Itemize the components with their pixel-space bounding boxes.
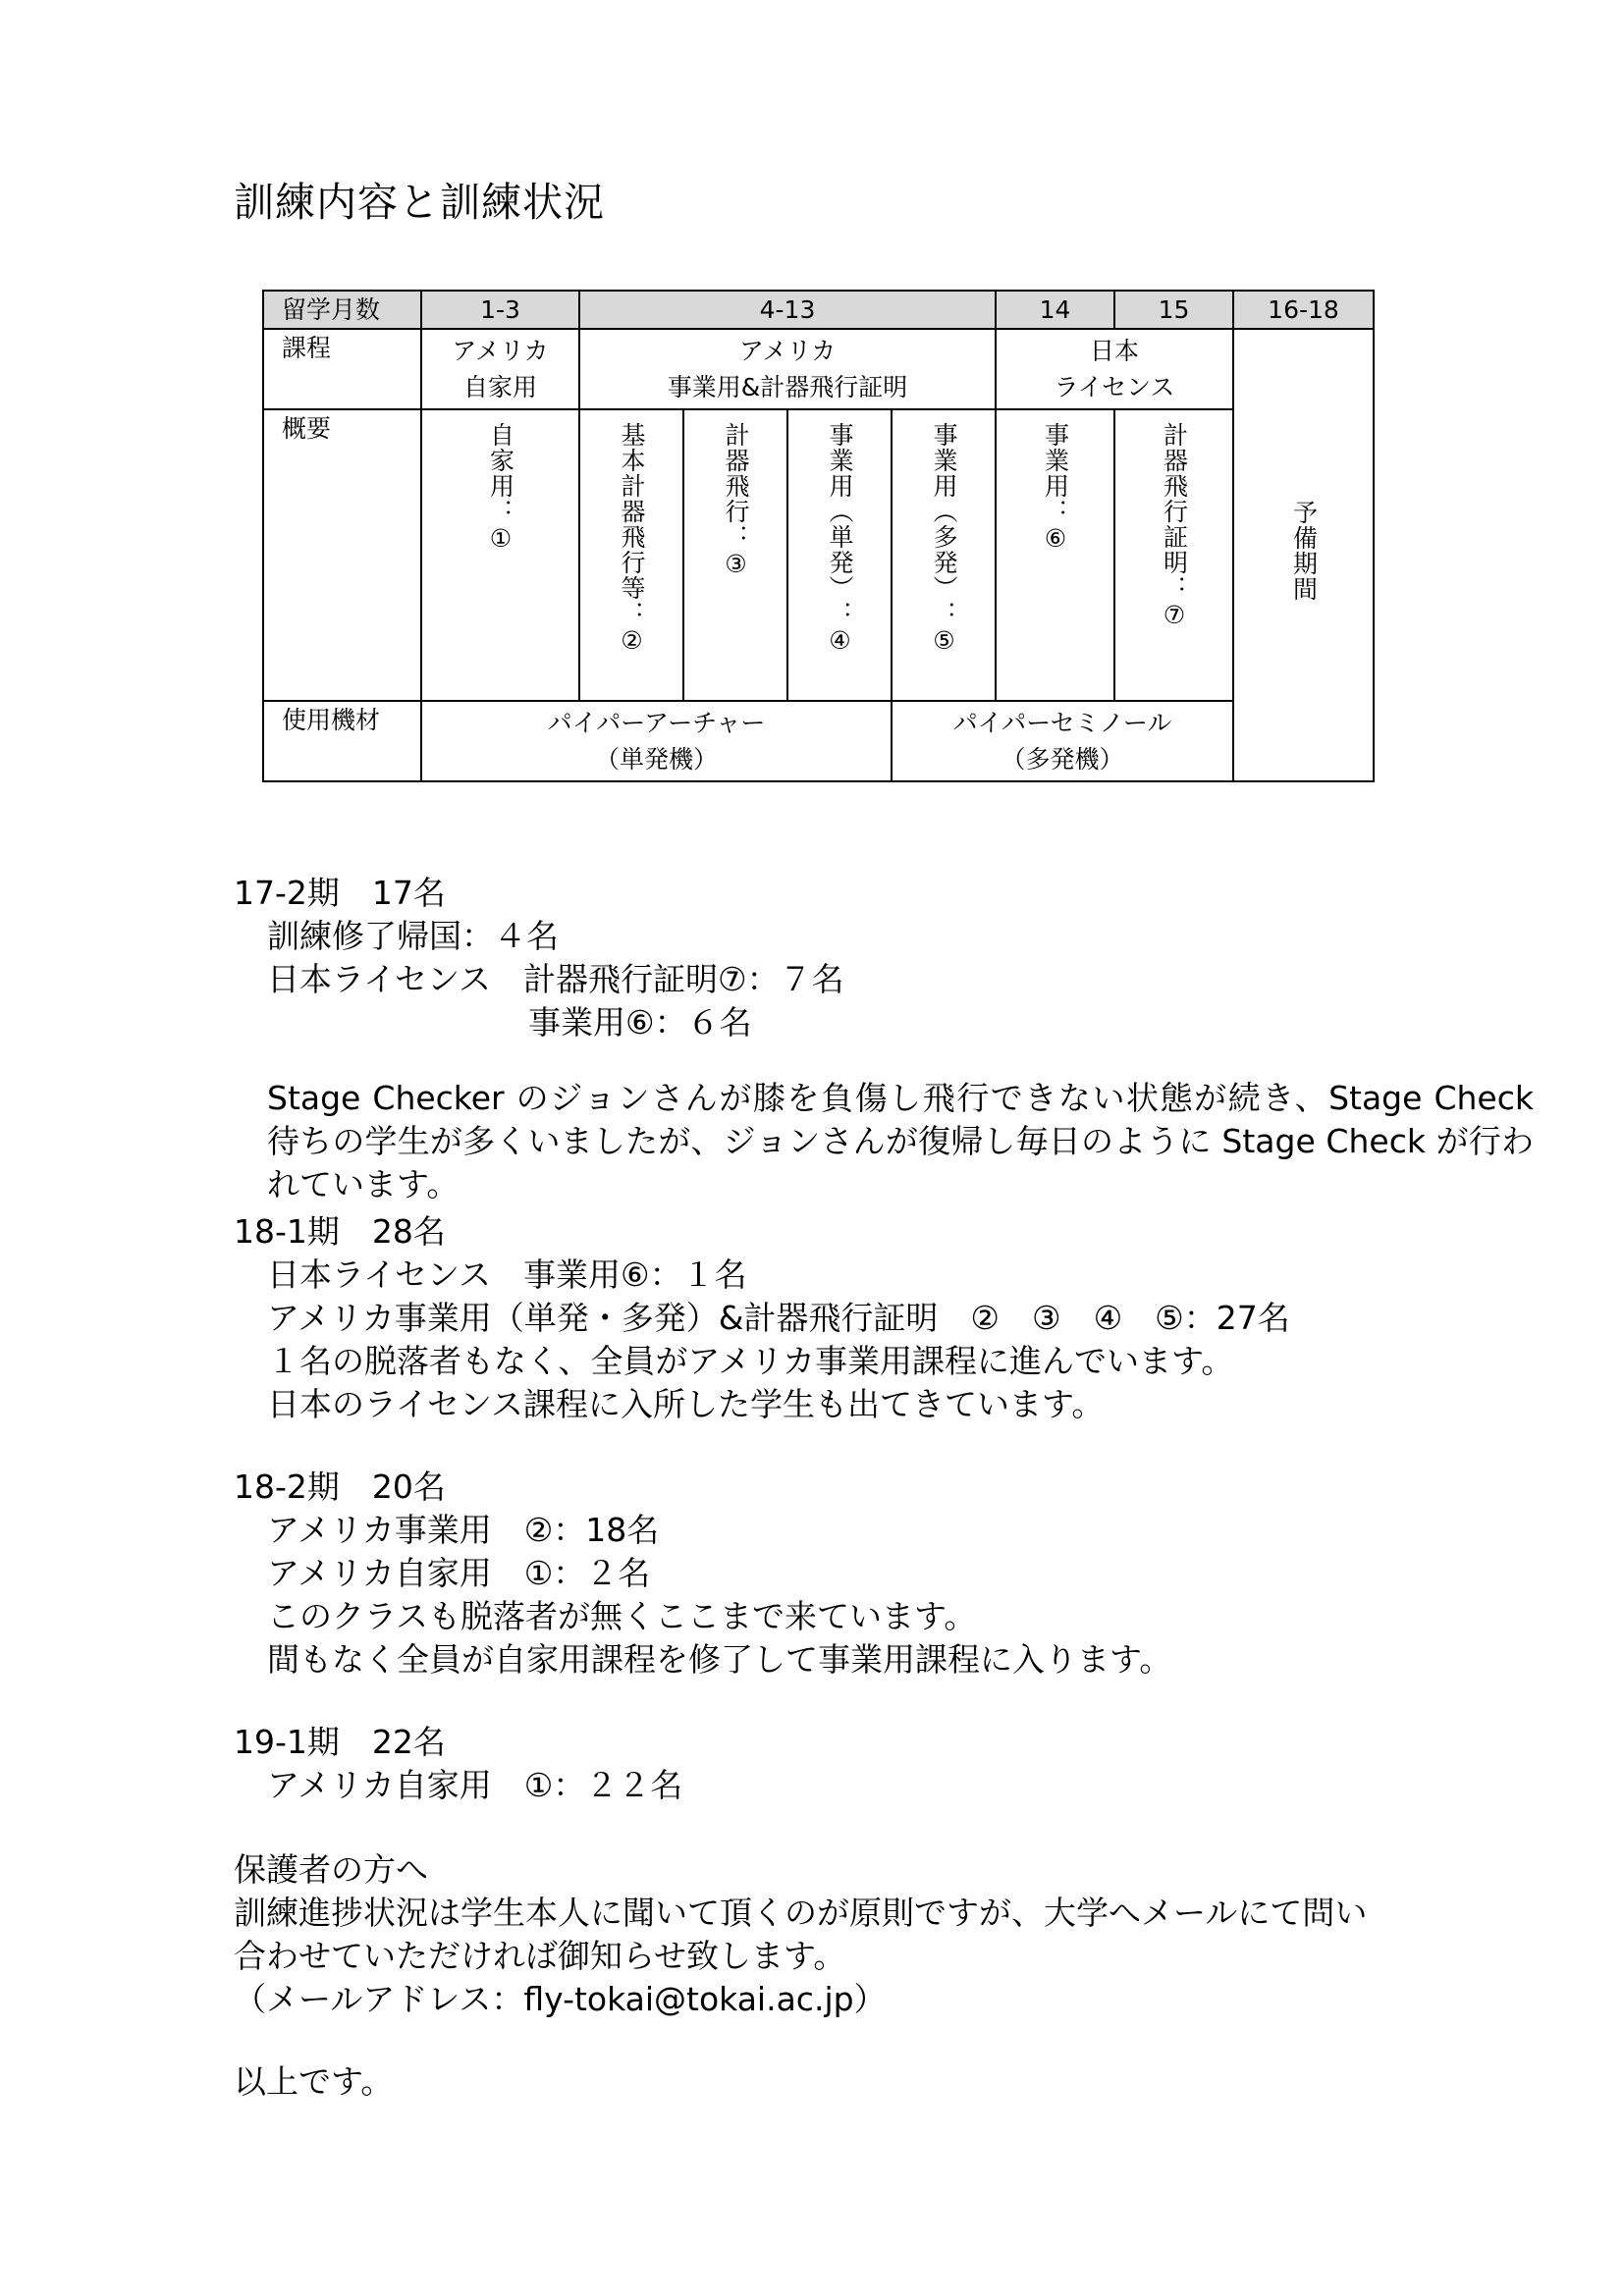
guardian-line: 合わせていただければ御知らせ致します。 [234,1937,846,1975]
overview-item [892,409,996,701]
course-usa-private [421,329,579,409]
overview-text-5: 事業用（多発）：⑤ [930,422,958,656]
overview-text-6: 事業用：⑥ [1041,422,1070,554]
course-japan-license [996,329,1233,409]
overview-text-3: 計器飛行：③ [722,422,750,579]
reserve-period-text: 予備期間 [1289,499,1319,602]
overview-item [579,409,683,701]
section-line: 日本ライセンス 計器飛行証明⑦：７名 [267,960,844,998]
course-usa-commercial [579,329,996,409]
section-heading: 19-1期 22名 [234,1723,446,1761]
months-16-18: 16-18 [1233,291,1374,329]
course-usa-private-line2: 自家用 [462,373,537,401]
aircraft-archer-name: パイパーアーチャー [547,709,766,737]
section-line: 訓練修了帰国：４名 [267,917,559,955]
row-label-months: 留学月数 [263,291,421,329]
course-usa-commercial-line1: アメリカ [738,337,837,365]
months-4-13: 4-13 [579,291,996,329]
months-14: 14 [996,291,1114,329]
overview-item [996,409,1114,701]
section-line: 事業用⑥：６名 [528,1003,752,1041]
guardian-heading: 保護者の方へ [234,1850,428,1889]
section-heading: 18-1期 28名 [234,1212,446,1251]
course-usa-commercial-line2: 事業用&計器飛行証明 [667,373,908,401]
row-aircraft [263,701,1374,781]
section-line: アメリカ自家用 ①：２名 [267,1554,651,1592]
reserve-period [1233,329,1374,781]
months-15: 15 [1114,291,1233,329]
training-table [262,290,1375,782]
course-japan-license-line1: 日本 [1089,337,1139,365]
aircraft-seminole-type: （多発機） [1001,745,1124,774]
row-overview [263,409,1374,701]
section-line: 日本のライセンス課程に入所した学生も出てきています。 [267,1385,1105,1423]
overview-text-2: 基本計器飛行等：② [618,422,646,656]
section-18-1 [234,1210,1290,1426]
section-line: アメリカ自家用 ①：２２名 [267,1766,683,1804]
aircraft-seminole [892,701,1233,781]
row-months [263,291,1374,329]
section-line: １名の脱落者もなく、全員がアメリカ事業用課程に進んでいます。 [267,1342,1234,1380]
section-heading: 18-2期 20名 [234,1468,446,1506]
aircraft-archer-type: （単発機） [594,745,718,774]
course-usa-private-line1: アメリカ [452,337,549,365]
overview-item [787,409,892,701]
guardian-email-line: （メールアドレス：fly-tokai@tokai.ac.jp） [234,1980,887,2018]
guardian-note [234,1848,1367,2021]
guardian-line: 訓練進捗状況は学生本人に聞いて頂くのが原則ですが、大学へメールにて問い [234,1894,1368,1932]
overview-item [683,409,787,701]
section-line: 日本ライセンス 事業用⑥：１名 [267,1255,747,1294]
months-1-3: 1-3 [421,291,579,329]
overview-text-1: 自家用：① [486,422,515,554]
overview-text-7: 計器飛行証明：⑦ [1160,422,1189,630]
section-heading: 17-2期 17名 [234,874,446,912]
section-19-1 [234,1721,682,1807]
row-label-course: 課程 [263,329,421,409]
row-label-aircraft: 使用機材 [263,701,421,781]
aircraft-seminole-name: パイパーセミノール [952,709,1172,737]
page-title: 訓練内容と訓練状況 [234,179,605,226]
section-18-2 [234,1466,1171,1682]
aircraft-archer [421,701,892,781]
section-line: アメリカ事業用 ②：18名 [267,1511,660,1549]
section-line: このクラスも脱落者が無くここまで来ています。 [267,1597,977,1635]
overview-text-4: 事業用（単発）：④ [826,422,854,656]
section-line: アメリカ事業用（単発・多発）&計器飛行証明 ② ③ ④ ⑤：27名 [267,1299,1290,1337]
section-17-2 [234,872,1534,1239]
section-paragraph: Stage Checker のジョンさんが膝を負傷し飛行できない状態が続き、Stage Check 待ちの学生が多くいましたが、ジョンさんが復帰し毎日のように Stage Check が行われています。 [267,1079,1534,1203]
closing-text: 以上です。 [234,2062,394,2101]
row-label-overview: 概要 [263,409,421,701]
overview-item [421,409,579,701]
course-japan-license-line2: ライセンス [1054,373,1175,401]
section-line: 間もなく全員が自家用課程を修了して事業用課程に入ります。 [267,1640,1172,1679]
row-course [263,329,1374,409]
overview-item [1114,409,1233,701]
